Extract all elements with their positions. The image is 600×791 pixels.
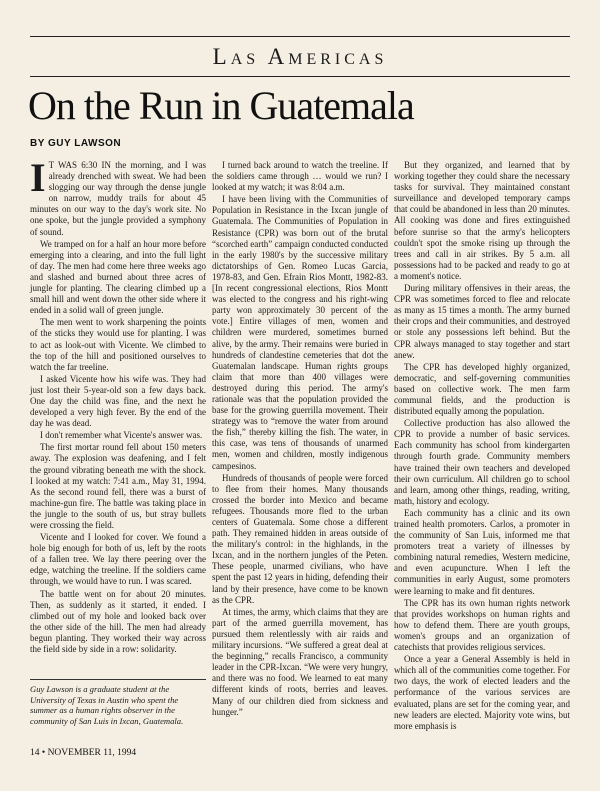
section-title: Las Americas: [212, 44, 388, 69]
article-column-3: [394, 160, 570, 733]
section-rule: [30, 76, 570, 77]
article-paragraph: The CPR has its own human rights network that provides workshops on human rights and how to defend them. There are youth groups, women's groups and an organization of catechists that provides religious services.: [394, 597, 570, 653]
article-column-2: [212, 160, 388, 719]
byline: BY GUY LAWSON: [30, 138, 122, 149]
top-rule: [30, 36, 570, 37]
article-paragraph: During military offensives in their areas, the CPR was sometimes forced to flee and relocate as many as 15 times a month. The army burned their crops and their communities, and destroyed or stole any possessions left behind. But the CPR always managed to stay together and start anew.: [394, 283, 570, 360]
article-paragraph: Each community has a clinic and its own trained health promoters. Carlos, a promoter in the community of San Luis, informed me that promoters treat a variety of illnesses by combining natural remedies, Western medicine, and even acupuncture. When I left the communities in early August, some promoters were learning to make and fit dentures.: [394, 507, 570, 596]
article-paragraph: The first mortar round fell about 150 meters away. The explosion was deafening, and I felt the ground vibrating beneath me with the shock. I looked at my watch: 7:41 a.m., May 31, 1994. As the second round fell, there was a burst of machine-gun fire. The battle was taking place in the jungle to the south of us, but stray bullets were crossing the field.: [30, 442, 206, 530]
article-paragraph: The men went to work sharpening the points of the sticks they would use for planting. I was to act as look-out with Vicente. We climbed to the top of the hill and positioned ourselves to watch the far treeline.: [30, 317, 206, 372]
article-paragraph: I asked Vicente how his wife was. They had just lost their 5-year-old son a few days back. One day the child was fine, and the next he developed a very high fever. By the end of the day he was dead.: [30, 373, 206, 429]
article-paragraph: But they organized, and learned that by working together they could share the necessary tasks for survival. They maintained constant surveillance and developed temporary camps that could be abandoned in less than 20 minutes. All cooking was done and fires extinguished before sunrise so that the army's helicopters couldn't spot the smoke rising up through the trees and call in air strikes. By 5 a.m. all possessions had to be packed and ready to go at a moment's notice.: [394, 160, 570, 281]
article-paragraph: I don't remember what Vicente's answer was.: [40, 430, 203, 441]
article-paragraph: The battle went on for about 20 minutes. Then, as suddenly as it started, it ended. I climbed out of my hole and looked back over the other side of the hill. The men had already begun planting. They worked their way across the field side by side in a row: solidarity.: [30, 588, 206, 655]
article-paragraph: Hundreds of thousands of people were forced to flee from their homes. Many thousands crossed the border into Mexico and became refugees. Thousands more fled to the urban centers of Guatemala. Some chose a different path. They remained hidden in areas outside of the military's control: in the highlands, in the Ixcan, and in the northern jungles of the Peten. These people, unarmed civilians, who have spent the past 12 years in hiding, defending their land by their presence, have come to be known as the CPR.: [212, 472, 388, 605]
article-paragraph: At times, the army, which claims that they are part of the armed guerrilla movement, has pursued them relentlessly with air raids and military incursions. “We suffered a great deal at the beginning,” recalls Francisco, a community leader in the CPR-Ixcan. “We were very hungry, and there was no food. We learned to eat many different kinds of roots, berries and leaves. Many of our children died from sickness and hunger.”: [212, 606, 388, 717]
article-paragraph: I have been living with the Communities of Population in Resistance in the Ixcan jungle of Guatemala. The Communities of Population in Resistance (CPR) was born out of the brutal “scorched earth” campaign conducted conducted in the early 1980's by the successive military dictatorships of Gen. Romeo Lucas Garcia, 1978-83, and Gen. Efrain Rios Montt, 1982-83. [In recent congressional elections, Rios Montt was elected to the congress and his right-wing party won approximately 30 percent of the vote.] Entire villages of men, women and children were murdered, sometimes burned alive, by the army. Their remains were buried in hundreds of clandestine cemeteries that dot the Guatemalan landscape. Human rights groups claim that more than 400 villages were destroyed during this period. The army's rationale was that the population provided the base for the growing guerrilla movement. Their strategy was to “remove the water from around the fish,” thereby killing the fish. The water, in this case, was tens of thousands of unarmed men, women and children, mostly indigenous campesinos.: [212, 194, 388, 471]
article-headline: On the Run in Guatemala: [28, 83, 414, 128]
article-paragraph: Vicente and I looked for cover. We found a hole big enough for both of us, left by the roots of a fallen tree. We lay there peering over the edge, watching the treeline. If the soldiers came through, we would have to run. I was scared.: [30, 532, 206, 587]
article-column-1: [30, 155, 206, 656]
drop-cap: I: [30, 155, 46, 200]
article-paragraph: We tramped on for a half an hour more before emerging into a clearing, and into the full light of day. The men had come here three weeks ago and slashed and burned about three acres of jungle for planting. The clearing climbed up a small hill and went down the other side where it ended in a solid wall of green jungle.: [30, 238, 206, 316]
article-paragraph: I turned back around to watch the treeline. If the soldiers came through … would we run? I looked at my watch; it was 8:04 a.m.: [212, 160, 388, 193]
author-bio: Guy Lawson is a graduate student at the University of Texas in Austin who spent the summer as a human rights observer in the community of San Luis in Ixcan, Guatemala.: [30, 684, 184, 726]
article-paragraph: Collective production has also allowed the CPR to provide a number of basic services. Each community has school from kindergarten through fourth grade. Community members have trained their own teachers and developed their own curriculum. All children go to school and learn, among other things, reading, writing, math, history and ecology.: [394, 418, 570, 506]
page-folio: 14 • NOVEMBER 11, 1994: [30, 748, 137, 758]
article-paragraph: I T WAS 6:30 IN the morning, and I was already drenched with sweat. We had been slogging our way through the dense jungle on narrow, muddy trails for about 45 minutes on our way to the day's work site. No one spoke, but the jungle provided a symphony of sound.: [30, 155, 206, 237]
article-paragraph: Once a year a General Assembly is held in which all of the communities come together. For two days, the work of elected leaders and the performance of the various services are evaluated, plans are set for the coming year, and new leaders are elected. Majority vote wins, but more emphasis is: [394, 654, 570, 731]
bio-rule: [30, 679, 206, 680]
article-paragraph: The CPR has developed highly organized, democratic, and self-governing communities based on collective work. The men farm communal fields, and the production is distributed equally among the population.: [394, 361, 570, 417]
